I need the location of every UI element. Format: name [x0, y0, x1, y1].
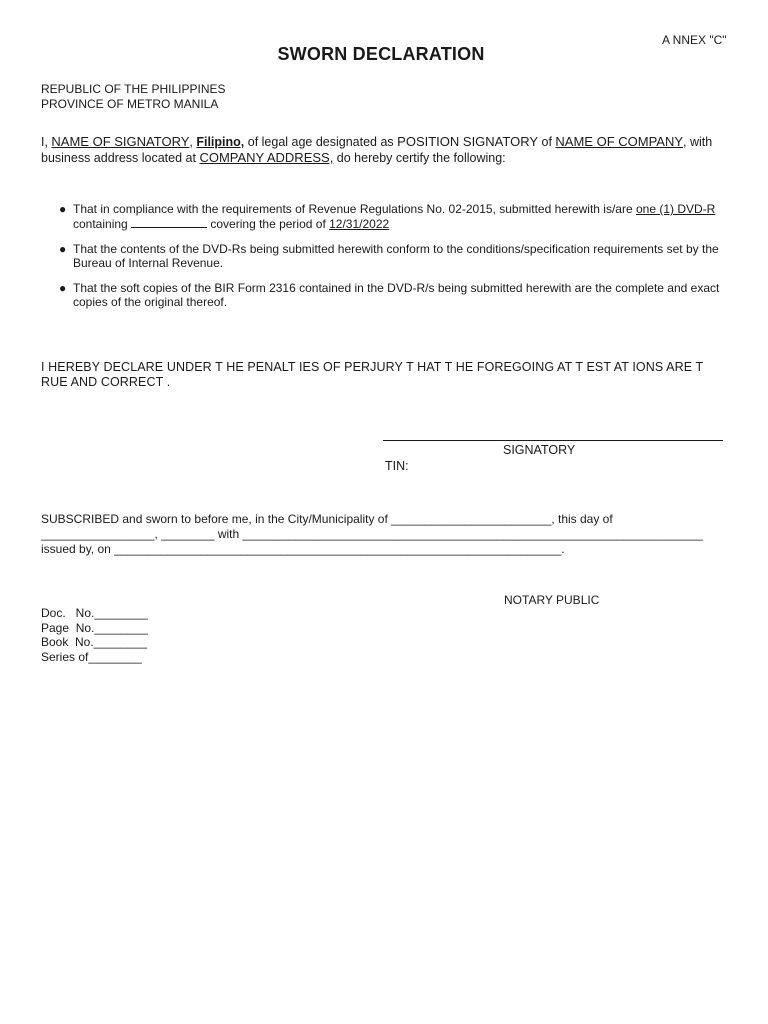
- list-item: [41, 202, 731, 231]
- bullet-icon: ●: [59, 242, 67, 256]
- signatory-name: NAME OF SIGNATORY: [51, 134, 190, 149]
- dvd-count: one (1) DVD-R: [635, 202, 716, 216]
- intro-paragraph: [41, 134, 731, 166]
- venue-header: [41, 82, 226, 112]
- venue-province: PROVINCE OF METRO MANILA: [41, 97, 219, 111]
- item2-text: That the contents of the DVD-Rs being submitted herewith conform to the conditions/specification requirements set by the Bureau of Internal Revenue.: [73, 242, 719, 270]
- item1-text-1: That in compliance with the requirements of Revenue Regulations No. 02-2015, submitted herewith is/are: [73, 202, 636, 216]
- signature-line: [383, 440, 723, 441]
- list-item: [41, 242, 731, 270]
- jurat-line-2: _________________, ________ with _____________________________________________________________________: [41, 527, 704, 541]
- blank-line: [131, 216, 207, 228]
- intro-text-4: of: [538, 135, 556, 149]
- bullet-icon: ●: [59, 281, 67, 295]
- jurat-line-1: SUBSCRIBED and sworn to before me, in the City/Municipality of ________________________, this day of: [41, 512, 613, 526]
- company-address: COMPANY ADDRESS,: [199, 150, 334, 165]
- annex-label: A NNEX "C": [662, 33, 727, 47]
- item1-text-2: containing: [73, 217, 132, 231]
- intro-text-1: I,: [41, 135, 52, 149]
- page-title: SWORN DECLARATION: [277, 44, 485, 64]
- intro-text-5: , with business address located at: [41, 135, 713, 165]
- tin-label: TIN:: [385, 459, 409, 473]
- item3-text: That the soft copies of the BIR Form 2316 contained in the DVD-R/s being submitted herewith are the complete and exact copies of the original thereof.: [73, 281, 720, 309]
- jurat-line-3: issued by, on ___________________________________________________________________.: [41, 542, 565, 556]
- intro-text-2: ,: [189, 135, 197, 149]
- perjury-declaration: I HEREBY DECLARE UNDER T HE PENALT IES OF PERJURY T HAT T HE FOREGOING AT T EST AT IONS ARE T RUE AND CORRECT .: [41, 360, 704, 389]
- page-number: Page No.________: [41, 620, 148, 635]
- jurat-paragraph: [41, 512, 731, 557]
- book-number: Book No.________: [41, 635, 148, 649]
- item1-text-3: covering the period of: [207, 217, 330, 231]
- position-signatory: POSITION SIGNATORY: [397, 134, 539, 149]
- intro-text-6: do hereby certify the following:: [333, 151, 506, 165]
- venue-republic: REPUBLIC OF THE PHILIPPINES: [41, 82, 226, 96]
- certification-list: [41, 202, 731, 320]
- notary-public-label: NOTARY PUBLIC: [504, 593, 600, 607]
- list-item: [41, 281, 731, 309]
- nationality: Filipino,: [196, 135, 245, 149]
- intro-text-3: of legal age designated as: [244, 135, 398, 149]
- company-name: NAME OF COMPANY: [555, 134, 684, 149]
- period-date: 12/31/2022: [329, 217, 390, 231]
- series-number: Series of________: [41, 649, 142, 664]
- notarial-register: [41, 606, 148, 664]
- signatory-label: SIGNATORY: [503, 443, 576, 457]
- bullet-icon: ●: [59, 202, 67, 216]
- doc-number: Doc. No.________: [41, 606, 148, 620]
